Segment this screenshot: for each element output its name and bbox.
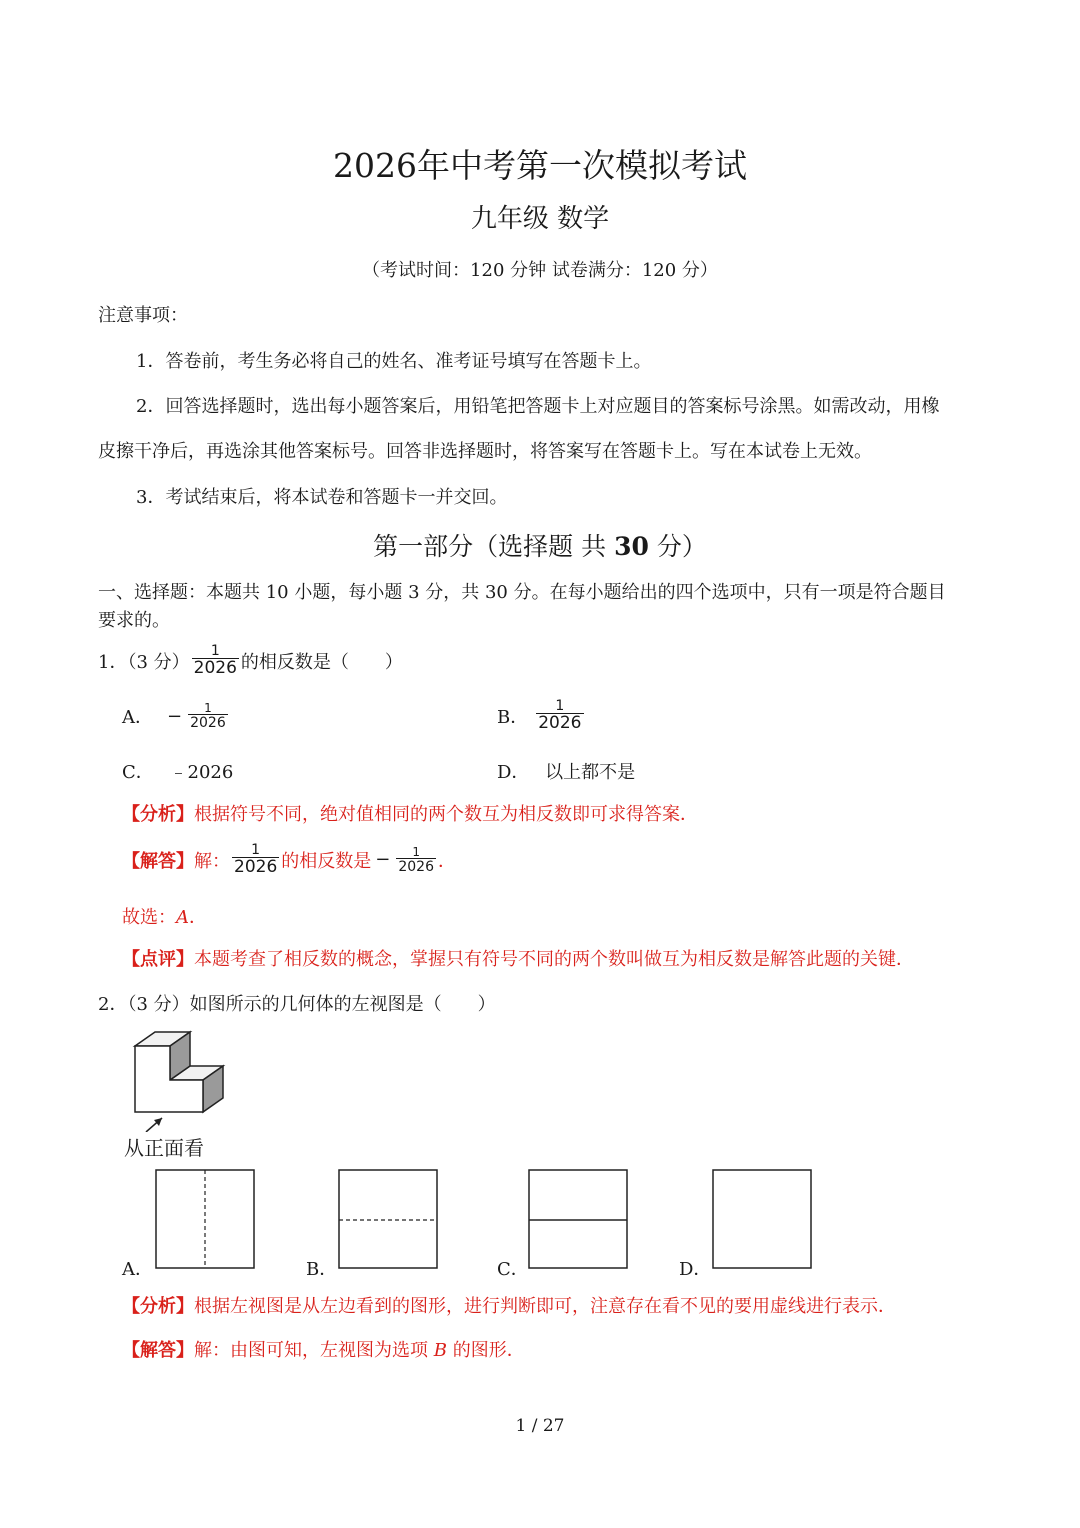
notice-item-1: 1．答卷前，考生务必将自己的姓名、准考证号填写在答题卡上。 xyxy=(136,351,652,372)
option-c-square xyxy=(529,1170,627,1268)
option-b-figure xyxy=(333,1168,443,1272)
question-1-analysis xyxy=(122,800,698,826)
choice-end: ． xyxy=(189,907,207,928)
question-2-analysis xyxy=(122,1292,896,1318)
answer-mid-text: 的相反数是 xyxy=(281,850,372,872)
fraction-numerator: 1 xyxy=(555,698,565,714)
notice-item-3: 3．考试结束后，将本试卷和答题卡一并交回。 xyxy=(136,487,508,508)
question-1-number: 1．（3 分） xyxy=(98,651,190,673)
fraction-denominator: 2026 xyxy=(398,858,434,875)
question-2-option-b-label: B． xyxy=(306,1259,338,1280)
option-d-square xyxy=(713,1170,811,1268)
analysis-text: 根据左视图是从左边看到的图形，进行判断即可，注意存在看不见的要用虚线进行表示． xyxy=(194,1296,896,1317)
section-title-suffix: 分） xyxy=(656,532,707,561)
page-number: 1 / 27 xyxy=(515,1416,565,1436)
answer-fraction xyxy=(232,843,279,876)
fraction-numerator: 1 xyxy=(412,844,420,859)
answer-tag: 【解答】 xyxy=(122,1340,194,1361)
section-title-points: 30 xyxy=(614,532,649,561)
question-1-answer xyxy=(122,843,456,876)
choice-prefix: 故选： xyxy=(122,907,176,928)
answer-end: ． xyxy=(438,850,456,872)
question-1-option-b xyxy=(497,699,586,732)
question-2-answer xyxy=(122,1336,525,1362)
question-2-option-c-label: C． xyxy=(497,1259,529,1280)
question-1-option-a xyxy=(122,702,230,730)
comment-text: 本题考查了相反数的概念，掌握只有符号不同的两个数叫做互为相反数是解答此题的关键． xyxy=(194,949,914,970)
fraction-denominator: 2026 xyxy=(193,658,237,678)
fraction-denominator: 2026 xyxy=(234,857,278,877)
exam-title: 2026年中考第一次模拟考试 xyxy=(333,146,747,185)
notice-item-2-line-1: 2．回答选择题时，选出每小题答案后，用铅笔把答题卡上对应题目的答案标号涂黑。如需改动，用橡 xyxy=(136,396,940,417)
question-2-solid-figure xyxy=(120,1028,240,1132)
analysis-tag: 【分析】 xyxy=(122,804,194,825)
answer-text-prefix: 解：由图可知，左视图为选项 xyxy=(194,1340,434,1361)
fraction-numerator: 1 xyxy=(204,701,212,715)
choice-value: A xyxy=(176,907,189,928)
fraction-numerator: 1 xyxy=(210,643,220,659)
option-d-figure xyxy=(707,1168,817,1272)
option-a-minus-sign: − xyxy=(167,705,183,727)
option-d-value: 以上都不是 xyxy=(545,762,636,783)
analysis-text: 根据符号不同，绝对值相同的两个数互为相反数即可求得答案． xyxy=(194,804,698,825)
section-intro-line-1: 一、选择题：本题共 10 小题，每小题 3 分，共 30 分。在每小题给出的四个选项中，只有一项是符合题目 xyxy=(98,582,946,603)
answer-text-suffix: 的图形． xyxy=(446,1340,525,1361)
exam-subtitle: 九年级 数学 xyxy=(470,204,610,234)
question-1-option-d xyxy=(497,758,635,784)
question-1-option-c xyxy=(122,758,233,784)
option-c-figure xyxy=(523,1168,633,1272)
question-2-option-d-label: D． xyxy=(679,1259,712,1280)
section-intro-line-2: 要求的。 xyxy=(98,610,170,631)
answer-prefix: 解： xyxy=(194,850,230,872)
question-2-option-a-label: A． xyxy=(122,1259,153,1280)
question-1-stem-text: 的相反数是（ ） xyxy=(240,651,403,673)
option-b-label: B． xyxy=(497,706,529,728)
option-d-label: D． xyxy=(497,762,530,783)
option-a-figure xyxy=(150,1168,260,1272)
fraction-denominator: 2026 xyxy=(190,715,226,731)
option-c-label: C． xyxy=(122,762,154,783)
option-a-label: A． xyxy=(122,707,153,728)
notice-heading: 注意事项： xyxy=(98,305,188,326)
comment-tag: 【点评】 xyxy=(122,949,194,970)
section-title-prefix: 第一部分（选择题 共 xyxy=(373,532,607,561)
fraction-denominator: 2026 xyxy=(538,713,582,733)
answer-tag: 【解答】 xyxy=(122,850,194,872)
option-b-square xyxy=(339,1170,437,1268)
option-a-fraction xyxy=(188,702,228,730)
answer-negative-fraction xyxy=(396,846,436,874)
question-1-stem xyxy=(98,644,403,677)
analysis-tag: 【分析】 xyxy=(122,1296,194,1317)
question-1-comment xyxy=(122,945,914,971)
section-title xyxy=(0,527,1080,563)
option-c-value: ﹣2026 xyxy=(169,762,234,783)
question-1-choice xyxy=(122,903,207,929)
question-1-fraction xyxy=(192,644,239,677)
figure-caption: 从正面看 xyxy=(124,1136,204,1160)
question-2-stem: 2．（3 分）如图所示的几何体的左视图是（ ） xyxy=(98,994,496,1015)
exam-info: （考试时间：120 分钟 试卷满分：120 分） xyxy=(362,260,718,281)
answer-minus-sign: − xyxy=(375,849,391,870)
fraction-numerator: 1 xyxy=(251,842,261,858)
answer-option: B xyxy=(433,1340,447,1361)
notice-item-2-line-2: 皮擦干净后，再选涂其他答案标号。回答非选择题时，将答案写在答题卡上。写在本试卷上无效。 xyxy=(98,441,872,462)
option-b-fraction xyxy=(536,699,583,732)
